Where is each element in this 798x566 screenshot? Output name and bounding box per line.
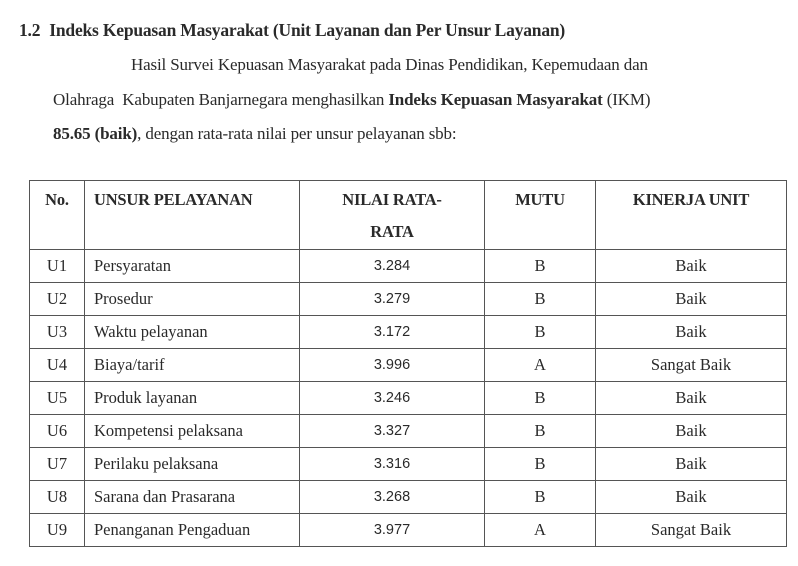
cell-unsur: Persyaratan bbox=[85, 250, 300, 283]
cell-nilai: 3.268 bbox=[300, 481, 485, 514]
cell-kinerja: Sangat Baik bbox=[596, 349, 787, 382]
cell-nilai: 3.327 bbox=[300, 415, 485, 448]
paragraph-line-2-suffix: (IKM) bbox=[602, 90, 651, 109]
table-row bbox=[30, 382, 787, 415]
section-heading bbox=[19, 20, 565, 41]
table-header-row bbox=[30, 181, 787, 250]
table-row bbox=[30, 514, 787, 547]
header-mutu: MUTU bbox=[485, 181, 596, 250]
cell-no: U9 bbox=[30, 514, 85, 547]
cell-kinerja: Baik bbox=[596, 481, 787, 514]
cell-no: U6 bbox=[30, 415, 85, 448]
cell-unsur: Biaya/tarif bbox=[85, 349, 300, 382]
cell-mutu: B bbox=[485, 481, 596, 514]
cell-mutu: B bbox=[485, 250, 596, 283]
cell-kinerja: Baik bbox=[596, 283, 787, 316]
table-row bbox=[30, 316, 787, 349]
cell-no: U7 bbox=[30, 448, 85, 481]
header-unsur: UNSUR PELAYANAN bbox=[85, 181, 300, 250]
cell-kinerja: Baik bbox=[596, 316, 787, 349]
cell-kinerja: Baik bbox=[596, 415, 787, 448]
cell-unsur: Kompetensi pelaksana bbox=[85, 415, 300, 448]
section-number: 1.2 bbox=[19, 20, 41, 40]
ikm-table bbox=[29, 180, 787, 547]
cell-nilai: 3.284 bbox=[300, 250, 485, 283]
ikm-label: Indeks Kepuasan Masyarakat bbox=[388, 90, 603, 109]
table-row bbox=[30, 349, 787, 382]
paragraph-line-2 bbox=[53, 90, 743, 110]
cell-unsur: Penanganan Pengaduan bbox=[85, 514, 300, 547]
table-row bbox=[30, 481, 787, 514]
cell-nilai: 3.996 bbox=[300, 349, 485, 382]
cell-kinerja: Baik bbox=[596, 250, 787, 283]
cell-no: U3 bbox=[30, 316, 85, 349]
cell-mutu: A bbox=[485, 514, 596, 547]
cell-unsur: Sarana dan Prasarana bbox=[85, 481, 300, 514]
cell-mutu: B bbox=[485, 448, 596, 481]
paragraph-line-1: Hasil Survei Kepuasan Masyarakat pada Dinas Pendidikan, Kepemudaan dan bbox=[131, 55, 648, 74]
table-row bbox=[30, 250, 787, 283]
cell-unsur: Waktu pelayanan bbox=[85, 316, 300, 349]
cell-mutu: A bbox=[485, 349, 596, 382]
cell-mutu: B bbox=[485, 316, 596, 349]
paragraph-line-3-suffix: , dengan rata-rata nilai per unsur pelayanan sbb: bbox=[137, 124, 457, 143]
header-nilai bbox=[300, 181, 485, 250]
header-kinerja: KINERJA UNIT bbox=[596, 181, 787, 250]
cell-nilai: 3.316 bbox=[300, 448, 485, 481]
cell-mutu: B bbox=[485, 415, 596, 448]
cell-unsur: Prosedur bbox=[85, 283, 300, 316]
ikm-score: 85.65 (baik) bbox=[53, 124, 138, 143]
paragraph-line-3 bbox=[53, 124, 743, 144]
cell-no: U8 bbox=[30, 481, 85, 514]
cell-kinerja: Baik bbox=[596, 382, 787, 415]
header-no: No. bbox=[30, 181, 85, 250]
cell-no: U5 bbox=[30, 382, 85, 415]
cell-mutu: B bbox=[485, 382, 596, 415]
header-nilai-line2: RATA bbox=[370, 222, 414, 241]
cell-unsur: Produk layanan bbox=[85, 382, 300, 415]
cell-nilai: 3.279 bbox=[300, 283, 485, 316]
cell-no: U2 bbox=[30, 283, 85, 316]
cell-nilai: 3.977 bbox=[300, 514, 485, 547]
cell-no: U4 bbox=[30, 349, 85, 382]
cell-nilai: 3.246 bbox=[300, 382, 485, 415]
section-title: Indeks Kepuasan Masyarakat (Unit Layanan dan Per Unsur Layanan) bbox=[49, 20, 566, 40]
cell-no: U1 bbox=[30, 250, 85, 283]
paragraph-line-2-prefix: Olahraga Kabupaten Banjarnegara menghasilkan bbox=[53, 90, 389, 109]
cell-nilai: 3.172 bbox=[300, 316, 485, 349]
cell-kinerja: Sangat Baik bbox=[596, 514, 787, 547]
table-row bbox=[30, 415, 787, 448]
cell-kinerja: Baik bbox=[596, 448, 787, 481]
table-row bbox=[30, 283, 787, 316]
cell-mutu: B bbox=[485, 283, 596, 316]
table-row bbox=[30, 448, 787, 481]
header-nilai-line1: NILAI RATA- bbox=[342, 190, 442, 209]
cell-unsur: Perilaku pelaksana bbox=[85, 448, 300, 481]
